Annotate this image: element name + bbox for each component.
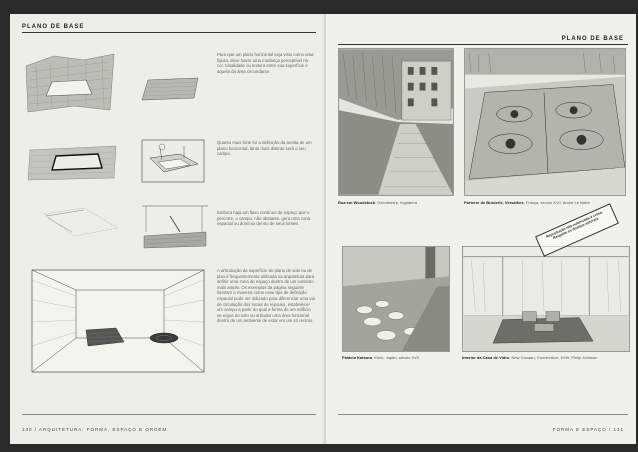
- header-rule: [22, 32, 316, 33]
- right-folio: FORMA E ESPAÇO / 131: [552, 427, 624, 432]
- header-rule-right: [338, 44, 628, 45]
- glass-house-interior-sketch: [462, 246, 630, 352]
- paragraph-4: A articulação da superfície do plano de solo ou de piso é frequentemente utilizada na arquitetura para definir uma zona de espaço dentro de um contexto mais amplo. Os exemplos da página seguinte ilustram a maneira como esse tipo de definição espacial pode ser utilizado para diferenciar uma via de circulação dos locais de repouso, estabelecer um campo a partir do qual a forma de um edifício se ergue do solo ou articular uma área funcional dentro de um ambiente de estar em um só recinto.: [217, 268, 315, 324]
- edge-plane-figure: [26, 142, 120, 182]
- caption-versailles: Parterre de Broderie, Versalhes, França, século XVII, André Le Nôtre: [464, 200, 590, 205]
- book-spread: [10, 14, 636, 444]
- flat-plane-figure: [138, 76, 204, 102]
- textured-ground-figure: [24, 52, 116, 114]
- floating-plane-figure: [40, 204, 120, 248]
- footer-rule: [22, 414, 316, 415]
- field-with-posts-figure: [140, 202, 210, 250]
- copyright-stamp: Reprodução não autorizada é crime. Respeite os direitos autorais.: [535, 203, 619, 256]
- paragraph-3: Embora haja um fluxo contínuo de espaço que o percorre, o campo, não obstante, gera uma zona espacial ou domínio dentro de seus limites.: [217, 210, 311, 227]
- left-page: [10, 14, 326, 444]
- table-field-figure: [140, 138, 206, 184]
- caption-glass-house: Interior da Casa de Vidro, New Canaan, Connecticut, 1949, Philip Johnson: [462, 355, 598, 360]
- left-folio: 130 / ARQUITETURA: FORMA, ESPAÇO E ORDEM: [22, 427, 168, 432]
- caption-katsura: Palácio Katsura, Kioto, Japão, século XVII: [342, 355, 419, 360]
- right-page-header: PLANO DE BASE: [561, 36, 624, 42]
- versailles-parterre-sketch: [464, 48, 626, 196]
- footer-rule-right: [338, 414, 628, 415]
- paragraph-1: Para que um plano horizontal seja visto como uma figura, deve haver uma mudança perceptível na cor, tonalidade ou textura entre sua superfície e aquela da área circundante.: [217, 52, 314, 74]
- woodstock-street-sketch: [338, 48, 454, 196]
- right-page: [326, 14, 636, 444]
- caption-woodstock: Rua em Woodstock, Oxfordshire, Inglaterra: [338, 200, 418, 205]
- paragraph-2: Quanto mais forte for a definição da aresta de um plano horizontal, tanto mais distinto será o seu campo.: [217, 140, 312, 157]
- left-page-header: PLANO DE BASE: [22, 24, 85, 30]
- room-perspective-figure: [28, 266, 208, 376]
- katsura-palace-sketch: [342, 246, 450, 352]
